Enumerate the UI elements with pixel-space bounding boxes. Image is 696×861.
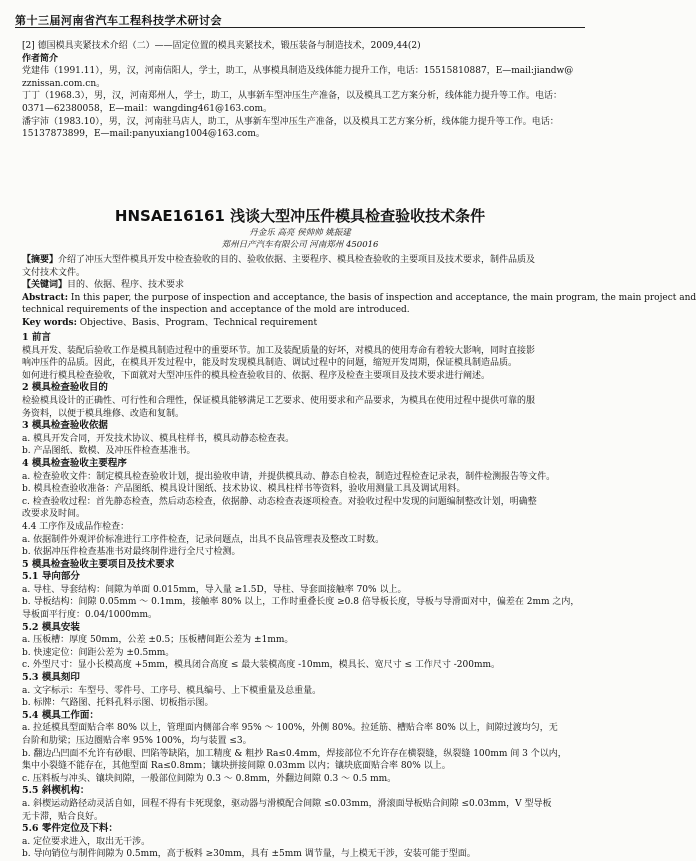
section-heading: 2 模具检查验收目的	[22, 382, 108, 394]
header-rule	[15, 27, 585, 28]
body-line: b. 快速定位：间距公差为 ±0.5mm。	[22, 647, 175, 658]
body-line: 改要求及时间。	[22, 509, 86, 520]
body-line: b. 导向销位与制件间隙为 0.5mm，高于板料 ≥30mm，具有 ±5mm 调节量，与上模无干涉，安装可能于型面。	[22, 849, 476, 860]
abstract-block	[22, 254, 696, 330]
affiliation: 郑州日产汽车有限公司 河南郑州 450016	[221, 240, 379, 250]
section-heading: 5.4 模具工作面：	[22, 709, 99, 721]
body-line: c. 压料板与冲头、镶块间隙，一般部位间隙为 0.3 ～ 0.8mm，外翻边间隙 0.3 ～ 0.5 mm。	[22, 773, 397, 784]
abstract-cn-text-2: 文付技术文件。	[22, 267, 86, 278]
body-line: b. 翻边凸凹面不允许有砂眼、凹陷等缺陷，加工精度 & 粗抄 Ra≤0.4mm，焊接部位不允许存在横裂缝，纵裂缝 100mm 间 3 个以内，	[22, 748, 567, 759]
body-line: b. 模具检查验收准备：产品图纸、模具设计图纸、技术协议、模具柱样书等资料，验收用测量工具及调试用料。	[22, 484, 466, 495]
section-heading: 5.1 导向部分	[22, 571, 80, 583]
body-line: b. 产品图纸、数模、及冲压件检查基准书。	[22, 446, 196, 457]
author-info-line: 潘宇沛（1983.10），男，汉，河南驻马店人，助工，从事新车型冲压生产准备，以及模具工艺方案分析，线体能力提升等工作。电话：	[22, 116, 559, 127]
article-body	[22, 332, 580, 861]
author-info-line: 0371—62380058，E—mail：wangding461@163.com。	[22, 103, 272, 114]
section-heading: 5.3 模具刻印	[22, 672, 80, 684]
author-info-line: 15137873899，E—mail:panyuxiang1004@163.com。	[22, 129, 265, 140]
body-line: c. 外型尺寸：显小长模高度 +5mm，模具闭合高度 ≤ 最大装模高度 -10mm，模具长、宽尺寸 ≤ 工作尺寸 -200mm。	[22, 660, 501, 671]
body-line: 无卡滞，贴合良好。	[22, 811, 104, 822]
body-line: 检验模具设计的正确性、可行性和合理性，保证模具能够满足工艺要求、使用要求和产品要求，为模具在使用过程中提供可靠的服	[22, 395, 536, 406]
authors: 丹金乐 高亮 侯帅帅 姚振建	[249, 228, 351, 238]
section-heading: 5 模具检查验收主要项目及技术要求	[22, 558, 175, 570]
abstract-en-text-2: technical requirements of the inspection and acceptance of the mold are introduced.	[22, 305, 410, 316]
abstract-en-label: Abstract:	[22, 292, 69, 303]
author-info-line: zznissan.com.cn。	[22, 78, 106, 89]
body-line: 导板面平行度：0.04/1000mm。	[22, 610, 158, 621]
reference-list	[22, 40, 580, 141]
body-line: 如何进行模具检查验收，下面就对大型冲压件的模具检查验收目的、依据、程序及检查主要项目及技术要求进行阐述。	[22, 370, 491, 381]
reference-item: [2] 德国模具夹紧技术介绍（二）——固定位置的模具夹紧技术，锻压装备与制造技术，2009,44(2)	[22, 41, 421, 51]
article-title: HNSAE16161 浅谈大型冲压件模具检查验收技术条件	[114, 207, 486, 225]
body-line: a. 斜楔运动路径动灵活自如，回程不得有卡死现象，驱动器与滑模配合间隙 ≤0.03mm，滑滚面导板贴合间隙 ≤0.03mm，V 型导板	[22, 798, 552, 809]
body-line: a. 定位要求进入，取出无干涉。	[22, 836, 151, 847]
keywords-en-label: Key words:	[22, 317, 77, 328]
body-line: a. 检查验收文件：制定模具检查验收计划，提出验收申请，并提供模具动、静态自检表，制造过程检查记录表，制件检测报告等文件。	[22, 471, 556, 482]
abstract-en-text: In this paper, the purpose of inspection and acceptance, the basis of inspection and acceptance, the main program, the main project and	[70, 292, 696, 303]
running-header: 第十三届河南省汽车工程科技学术研讨会	[15, 14, 222, 27]
body-line: a. 模具开发合同，开发技术协议、模具柱样书，模具动静态检查表。	[22, 433, 295, 444]
section-heading: 5.2 模具安装	[22, 621, 80, 633]
body-line: a. 导柱、导套结构：间隙为单面 0.015mm，导入量 ≥1.5D，导柱、导套面接触率 70% 以上。	[22, 584, 407, 595]
body-line: c. 检查验收过程：首先静态检查，然后动态检查，依据静、动态检查表逐项检查。对验收过程中发现的问题编制整改计划，明确整	[22, 496, 537, 507]
section-heading: 3 模具检查验收依据	[22, 420, 108, 432]
body-line: a. 压板槽：厚度 50mm，公差 ±0.5；压板槽间距公差为 ±1mm。	[22, 635, 294, 646]
body-line: 台阶和肋梁；压边圈贴合率 95% 100%，均与装置 ≤3。	[22, 736, 252, 746]
keywords-en-text: Objective、Basis、Program、Technical requirement	[79, 317, 318, 328]
body-line: b. 标牌：气路图、托料孔料示图、切板指示图。	[22, 698, 214, 709]
section-heading: 5.6 零件定位及下料：	[22, 823, 118, 835]
author-info-heading: 作者简介	[22, 53, 59, 64]
body-line: a. 依据制件外观评价标准进行工序件检查，记录问题点，出具不良品管理表及整改工时数。	[22, 534, 385, 545]
author-info-line: 党建伟（1991.11），男，汉，河南信阳人，学士，助工，从事模具制造及线体能力提升工作，电话：15515810887，E—mail:jiandw@	[22, 66, 574, 77]
body-line: 响冲压件的品质。因此，在模具开发过程中，能及时发现模具制造、调试过程中的问题，缩短开发周期，保证模具制造品质。	[22, 358, 518, 369]
body-line: 模具开发、装配后验收工作是模具制造过程中的重要环节。加工及装配质量的好坏，对模具的使用寿命有着较大影响，同时直接影	[22, 345, 536, 356]
abstract-cn-label: 【摘要】	[22, 255, 59, 265]
abstract-cn-text: 介绍了冲压大型件模具开发中检查验收的目的、验收依据、主要程序、模具检查验收的主要项目及技术要求，制件品质及	[58, 255, 536, 265]
section-heading: 4 模具检查验收主要程序	[22, 457, 127, 469]
body-line: b. 导板结构：间隙 0.05mm ～ 0.1mm，接触率 80% 以上，工作时重叠长度 ≥0.8 倍导板长度，导板与导滑面对中，偏差在 2mm 之内，	[22, 597, 580, 608]
keywords-cn-text: 目的、依据、程序、技术要求	[67, 280, 185, 291]
section-heading: 5.5 斜楔机构：	[22, 785, 90, 797]
body-line: 4.4 工序作及成品作检查：	[22, 521, 130, 532]
body-line: a. 拉延模具型面贴合率 80% 以上，管理面内侧部合率 95% ～ 100%，外侧 80%。拉延筋、槽贴合率 80% 以上，间隙过渡均匀，无	[22, 723, 558, 734]
section-heading: 1 前言	[22, 332, 51, 343]
body-line: 集中小裂缝不能存在，其他型面 Ra≤0.8mm；镶块拼接间隙 0.03mm 以内；镶块底面贴合率 80% 以上。	[22, 761, 451, 772]
body-line: a. 文字标示：车型号、零件号、工序号、模具编号、上下模重量及总重量。	[22, 685, 322, 696]
author-info-line: 丁丁（1968.3），男，汉，河南郑州人，学士，助工，从事新车型冲压生产准备，以及模具工艺方案分析，线体能力提升等工作。电话：	[22, 91, 562, 102]
keywords-cn-label: 【关键词】	[22, 280, 68, 291]
body-line: 务资料，以便于模具维修、改造和复制。	[22, 408, 185, 419]
body-line: b. 依据冲压件检查基准书对最终制件进行全尺寸检测。	[22, 547, 241, 558]
